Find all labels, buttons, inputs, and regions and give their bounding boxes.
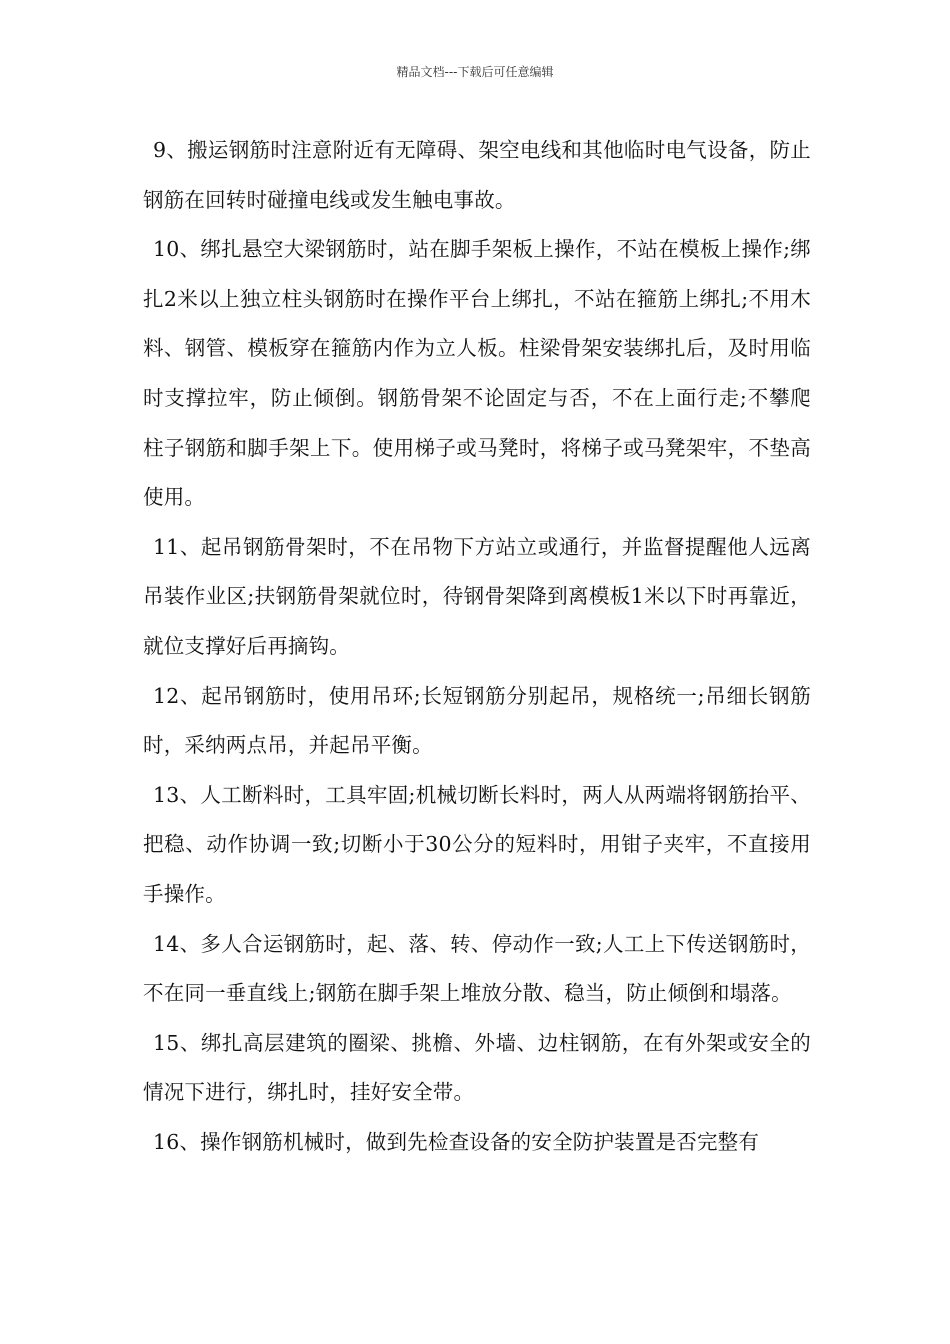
paragraph-item-15: 15、绑扎高层建筑的圈梁、挑檐、外墙、边柱钢筋，在有外架或安全的情况下进行，绑扎时，挂好安全带。 <box>143 1030 811 1105</box>
paragraph-item-10: 10、绑扎悬空大梁钢筋时，站在脚手架板上操作，不站在模板上操作;绑扎2米以上独立柱头钢筋时在操作平台上绑扎，不站在箍筋上绑扎;不用木料、钢管、模板穿在箍筋内作为立人板。柱梁骨架安装绑扎后，及时用临时支撑拉牢，防止倾倒。钢筋骨架不论固定与否，不在上面行走;不攀爬柱子钢筋和脚手架上下。使用梯子或马凳时，将梯子或马凳架牢，不垫高使用。 <box>143 237 811 510</box>
paragraph-item-16: 16、操作钢筋机械时，做到先检查设备的安全防护装置是否完整有 <box>153 1129 760 1154</box>
paragraph-item-9: 9、搬运钢筋时注意附近有无障碍、架空电线和其他临时电气设备，防止钢筋在回转时碰撞电线或发生触电事故。 <box>143 138 811 212</box>
document-body <box>143 126 811 1167</box>
paragraph-item-11: 11、起吊钢筋骨架时，不在吊物下方站立或通行，并监督提醒他人远离吊装作业区;扶钢筋骨架就位时，待钢骨架降到离模板1米以下时再靠近，就位支撑好后再摘钩。 <box>143 534 811 658</box>
paragraph-item-12: 12、起吊钢筋时，使用吊环;长短钢筋分别起吊，规格统一;吊细长钢筋时，采纳两点吊，并起吊平衡。 <box>143 683 811 758</box>
paragraph-item-13: 13、人工断料时，工具牢固;机械切断长料时，两人从两端将钢筋抬平、把稳、动作协调一致;切断小于30公分的短料时，用钳子夹牢，不直接用手操作。 <box>143 782 811 906</box>
paragraph-item-14: 14、多人合运钢筋时，起、落、转、停动作一致;人工上下传送钢筋时，不在同一垂直线上;钢筋在脚手架上堆放分散、稳当，防止倾倒和塌落。 <box>143 931 811 1006</box>
page-header: 精品文档---下载后可任意编辑 <box>396 65 554 79</box>
